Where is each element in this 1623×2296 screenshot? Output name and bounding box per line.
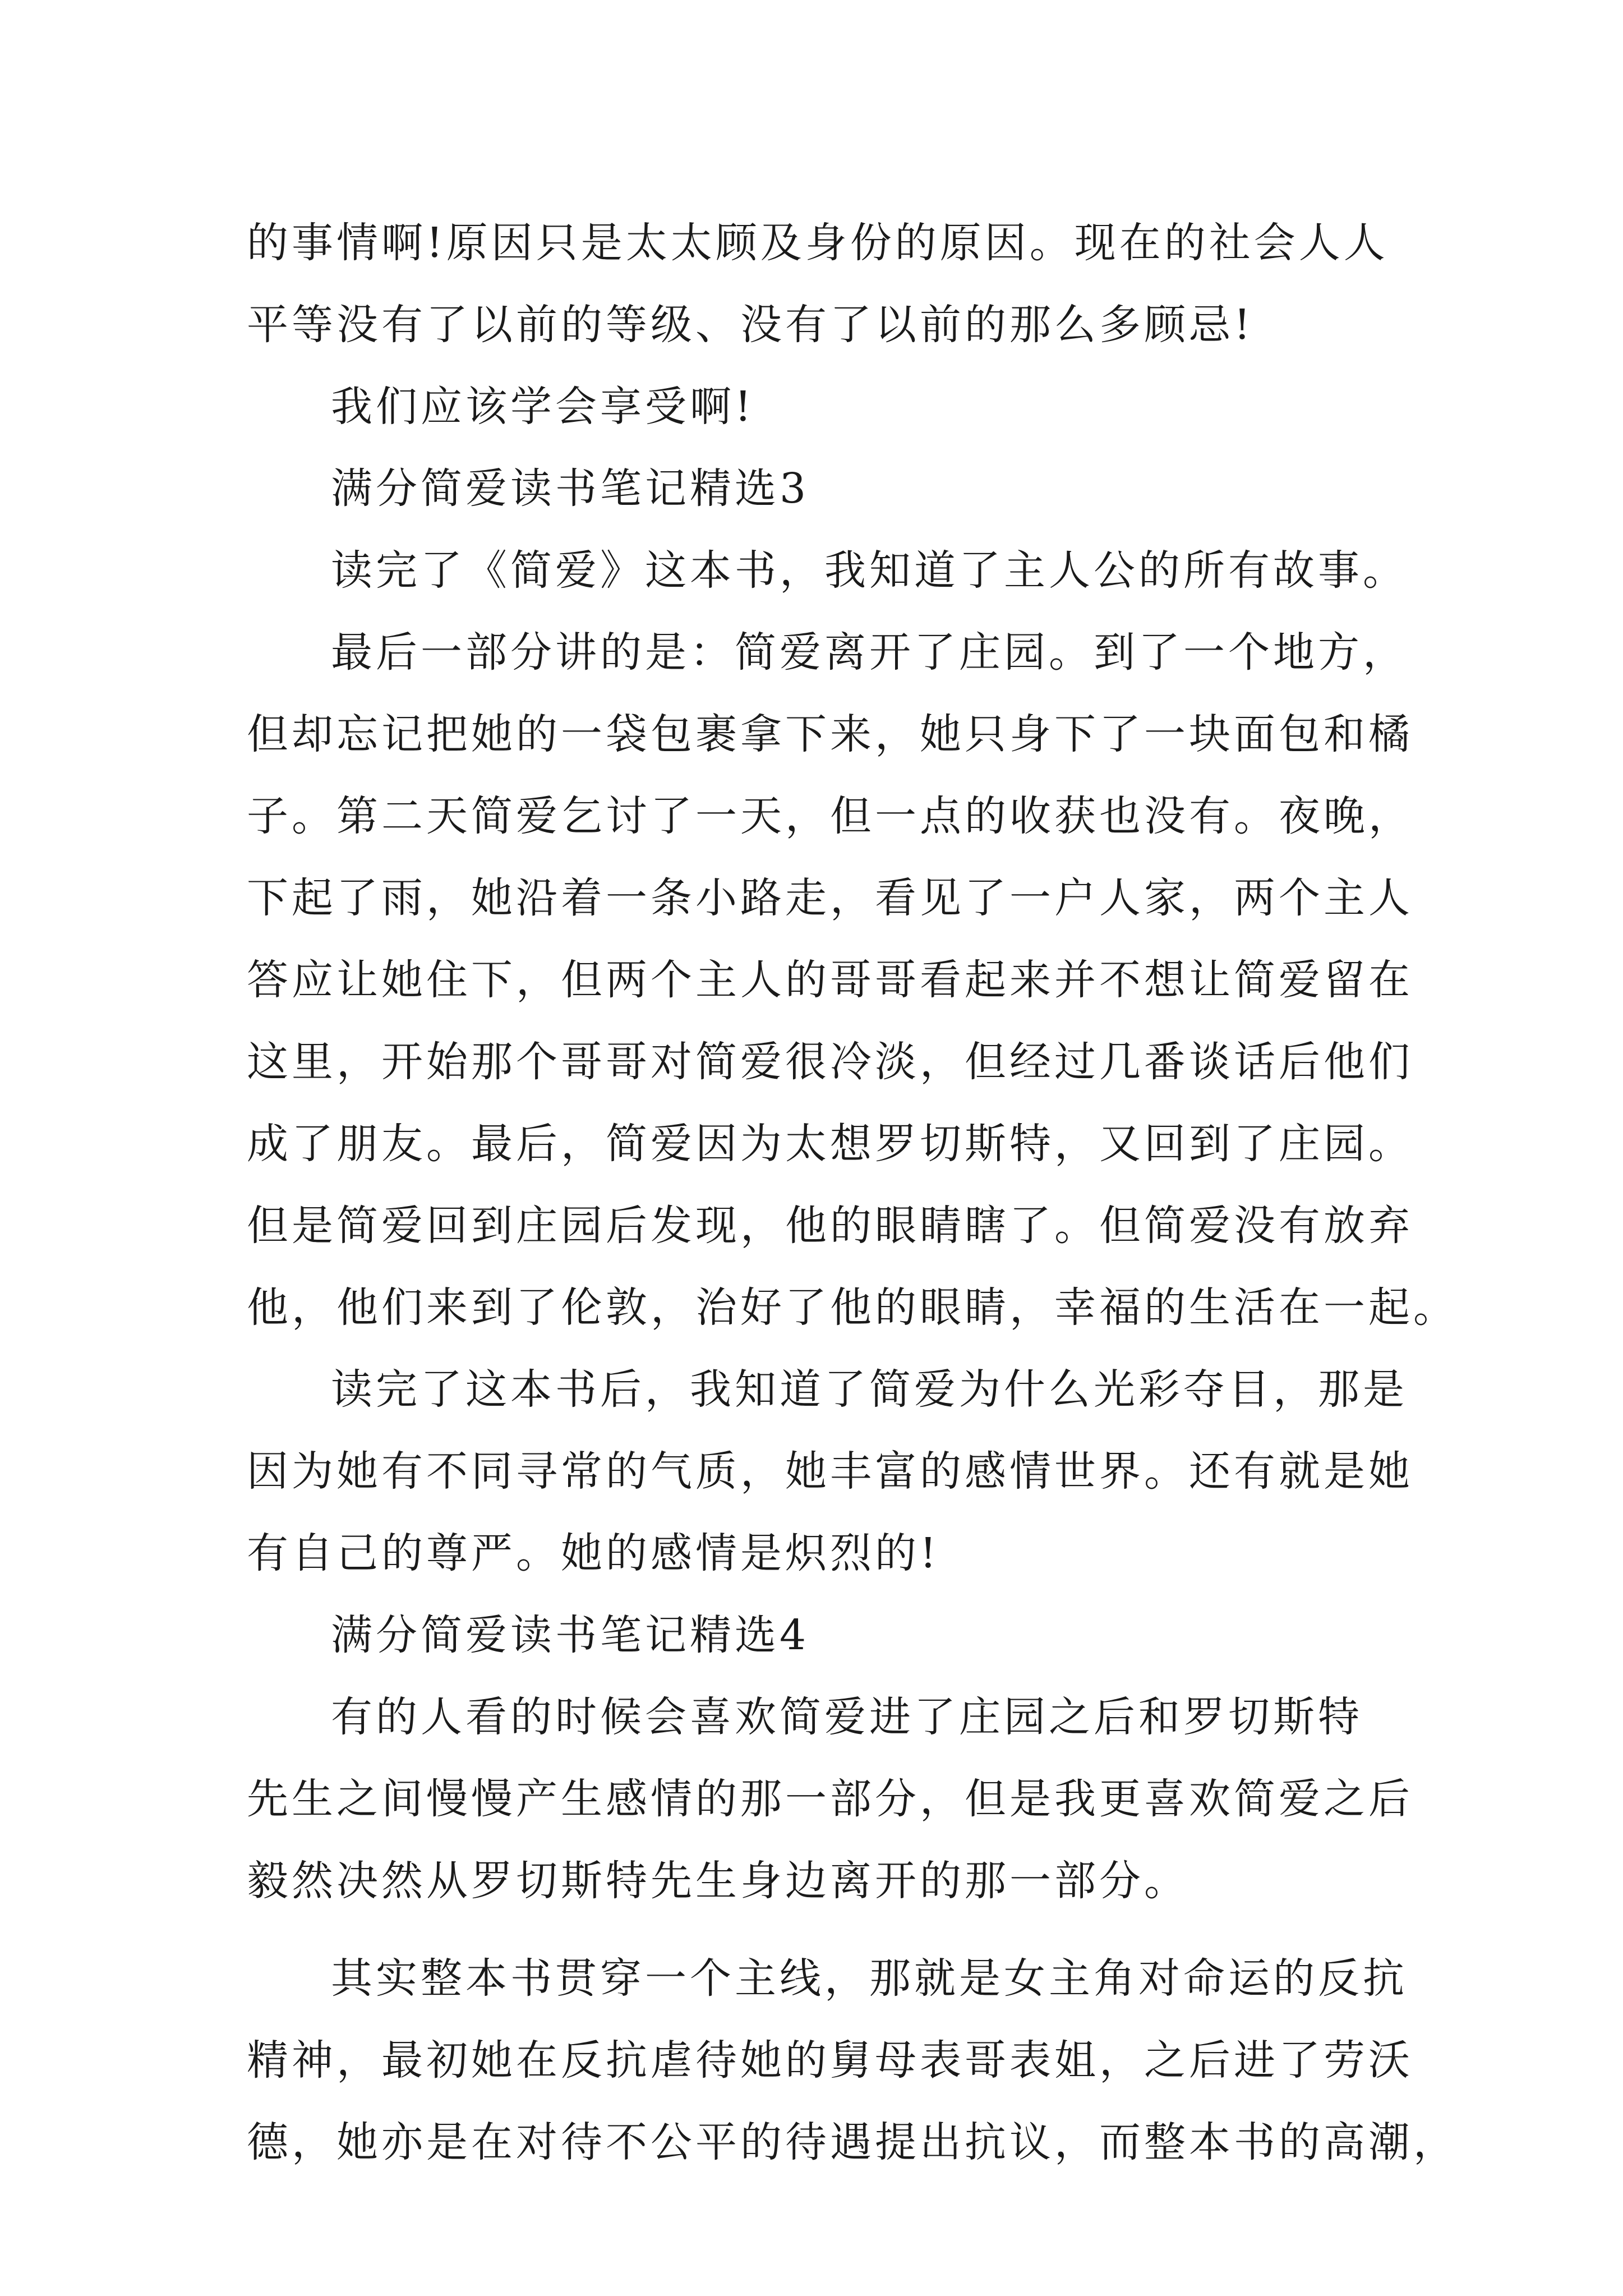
text-line: 因为她有不同寻常的气质，她丰富的感情世界。还有就是她 bbox=[247, 1447, 1413, 1496]
section-heading: 满分简爱读书笔记精选4 bbox=[331, 1611, 810, 1659]
text-line: 下起了雨，她沿着一条小路走，看见了一户人家，两个主人 bbox=[247, 874, 1413, 922]
text-line: 他，他们来到了伦敦，治好了他的眼睛，幸福的生活在一起。 bbox=[247, 1283, 1458, 1332]
text-line: 答应让她住下，但两个主人的哥哥看起来并不想让简爱留在 bbox=[247, 956, 1413, 1004]
text-line: 有的人看的时候会喜欢简爱进了庄园之后和罗切斯特 bbox=[331, 1693, 1363, 1741]
text-line: 成了朋友。最后，简爱因为太想罗切斯特，又回到了庄园。 bbox=[247, 1120, 1413, 1168]
text-line: 其实整本书贯穿一个主线，那就是女主角对命运的反抗 bbox=[331, 1954, 1408, 2003]
text-line: 先生之间慢慢产生感情的那一部分，但是我更喜欢简爱之后 bbox=[247, 1775, 1413, 1823]
text-line: 但是简爱回到庄园后发现，他的眼睛瞎了。但简爱没有放弃 bbox=[247, 1202, 1413, 1250]
document-body bbox=[247, 202, 1458, 2183]
text-line: 德，她亦是在对待不公平的待遇提出抗议，而整本书的高潮， bbox=[247, 2118, 1458, 2166]
text-line: 最后一部分讲的是：简爱离开了庄园。到了一个地方， bbox=[331, 628, 1408, 677]
text-line: 精神，最初她在反抗虐待她的舅母表哥表姐，之后进了劳沃 bbox=[247, 2036, 1413, 2085]
section-heading: 满分简爱读书笔记精选3 bbox=[331, 464, 810, 513]
text-line: 子。第二天简爱乞讨了一天，但一点的收获也没有。夜晚， bbox=[247, 792, 1413, 840]
text-line: 但却忘记把她的一袋包裹拿下来，她只身下了一块面包和橘 bbox=[247, 710, 1413, 758]
text-line: 读完了《简爱》这本书，我知道了主人公的所有故事。 bbox=[331, 546, 1408, 595]
text-line: 平等没有了以前的等级、没有了以前的那么多顾忌! bbox=[247, 301, 1254, 349]
text-line: 有自己的尊严。她的感情是炽烈的! bbox=[247, 1529, 940, 1577]
text-line: 这里，开始那个哥哥对简爱很冷淡，但经过几番谈话后他们 bbox=[247, 1038, 1413, 1086]
text-line: 我们应该学会享受啊! bbox=[331, 383, 755, 431]
text-line: 读完了这本书后，我知道了简爱为什么光彩夺目，那是 bbox=[331, 1365, 1408, 1414]
text-line: 毅然决然从罗切斯特先生身边离开的那一部分。 bbox=[247, 1857, 1189, 1905]
text-line: 的事情啊!原因只是太太顾及身份的原因。现在的社会人人 bbox=[247, 219, 1389, 267]
